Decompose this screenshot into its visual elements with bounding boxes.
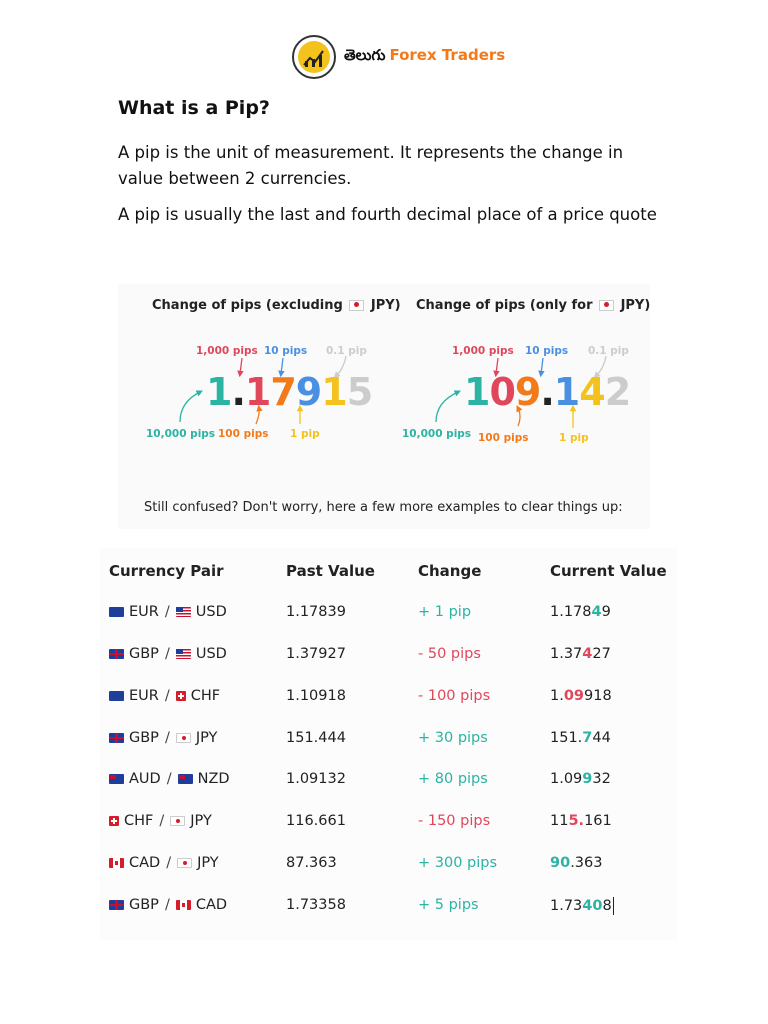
current-value-changed-digits: 5. [568,813,585,829]
current-value-suffix: 161 [584,813,612,829]
current-value-changed-digits: 90 [550,855,571,871]
base-currency: GBP [129,897,159,913]
brand-telugu-text: తెలుగు [344,46,386,64]
base-currency: EUR [129,604,159,620]
pip-digit: 1 [321,370,347,414]
pip-digit: 7 [270,370,296,414]
current-value-changed-digits: 4 [582,646,593,662]
current-value-prefix: 1.178 [550,604,592,620]
brand-header [292,32,505,82]
current-value-suffix: 27 [592,646,611,662]
label-100-pips: 100 pips [478,432,529,444]
past-value: 151.444 [286,730,346,746]
change-value: + 1 pip [418,604,472,620]
pair-separator: / [166,771,172,787]
ch-flag-icon [109,816,119,826]
pair-separator: / [164,604,170,620]
jp-flag-icon [176,733,191,743]
label-10000-pips: 10,000 pips [146,428,216,440]
pip-title-left-post: JPY) [370,298,401,313]
table-row [100,642,678,672]
base-currency: CAD [129,855,161,871]
pip-title-left-pre: Change of pips (excluding [152,298,343,313]
current-value-prefix: 11 [550,813,569,829]
base-currency: GBP [129,646,159,662]
au-flag-icon [109,774,124,784]
current-value-suffix: 32 [592,771,611,787]
change-value: - 150 pips [418,813,491,829]
change-value: + 5 pips [418,897,479,913]
past-value: 1.10918 [286,688,346,704]
current-value-prefix: 151. [550,730,583,746]
past-value: 87.363 [286,855,337,871]
ca-flag-icon [176,900,191,910]
quote-currency: CHF [190,688,221,704]
current-value [550,604,611,620]
eu-flag-icon [109,607,124,617]
current-value-suffix: .363 [570,855,603,871]
pair-separator: / [164,646,170,662]
currency-table [100,548,678,940]
pair-separator: / [164,688,170,704]
header-past-value: Past Value [286,562,375,580]
gb-flag-icon [109,900,124,910]
quote-currency: JPY [197,855,219,871]
jp-flag-icon [170,816,185,826]
us-flag-icon [176,649,191,659]
past-value: 1.17839 [286,604,346,620]
us-flag-icon [176,607,191,617]
pip-digit: 4 [579,370,605,414]
current-value-prefix: 1. [550,688,564,704]
currency-pair [109,604,227,620]
currency-pair [109,730,217,746]
quote-currency: NZD [197,771,230,787]
pip-digit: 1 [464,370,490,414]
quote-currency: USD [195,646,227,662]
current-value [550,897,614,915]
label-1-pip: 1 pip [290,428,320,440]
eu-flag-icon [109,691,124,701]
nz-flag-icon [178,774,193,784]
current-value-changed-digits: 40 [582,898,603,914]
table-row [100,600,678,630]
label-0-1-pip: 0.1 pip [326,345,367,357]
header-change: Change [418,562,482,580]
label-1000-pips: 1,000 pips [452,345,514,357]
pip-digit: 1 [206,370,232,414]
label-10-pips: 10 pips [525,345,569,357]
ca-flag-icon [109,858,124,868]
past-value: 116.661 [286,813,346,829]
pip-digit: 9 [295,370,322,414]
pip-price-right [464,370,630,414]
current-value-changed-digits: 7 [582,730,593,746]
currency-pair [109,855,219,871]
pip-digit: 0 [489,370,515,414]
label-1000-pips: 1,000 pips [196,345,258,357]
label-0-1-pip: 0.1 pip [588,345,629,357]
change-value: - 50 pips [418,646,481,662]
pip-diagram [118,284,650,529]
table-row [100,767,678,797]
table-row [100,809,678,839]
current-value-suffix: 9 [601,604,611,620]
base-currency: GBP [129,730,159,746]
page-title: What is a Pip? [118,97,270,119]
past-value: 1.73358 [286,897,346,913]
currency-pair [109,897,227,913]
ch-flag-icon [176,691,186,701]
current-value-changed-digits: 9 [582,771,593,787]
header-currency-pair: Currency Pair [109,562,224,580]
current-value-suffix: 8 [602,898,612,914]
change-value: + 300 pips [418,855,498,871]
current-value-suffix: 44 [592,730,611,746]
currency-pair [109,688,220,704]
pip-digit: . [540,370,554,414]
current-value-prefix: 1.73 [550,898,583,914]
header-current-value: Current Value [550,562,667,580]
current-value-changed-digits: 09 [563,688,585,704]
pip-title-right-pre: Change of pips (only for [416,298,593,313]
pip-price-left [206,370,372,414]
pip-digit: 9 [514,370,541,414]
current-value [550,646,611,662]
change-value: + 80 pips [418,771,488,787]
current-value [550,688,612,704]
pip-digit: . [231,370,245,414]
jp-flag-icon [177,858,192,868]
pip-digit: 1 [553,370,580,414]
label-10-pips: 10 pips [264,345,308,357]
pip-digit: 2 [604,370,631,414]
base-currency: EUR [129,688,159,704]
table-row [100,684,678,714]
past-value: 1.37927 [286,646,346,662]
label-1-pip: 1 pip [559,432,589,444]
current-value-prefix: 1.09 [550,771,583,787]
label-100-pips: 100 pips [218,428,269,440]
chart-icon [298,41,330,73]
current-value [550,730,611,746]
pip-note: Still confused? Don't worry, here a few more examples to clear things up: [144,500,623,515]
brand-title-text: Forex Traders [389,46,506,64]
pair-separator: / [166,855,172,871]
base-currency: CHF [124,813,154,829]
current-value-prefix: 1.37 [550,646,583,662]
quote-currency: JPY [190,813,212,829]
base-currency: AUD [129,771,161,787]
change-value: + 30 pips [418,730,488,746]
gb-flag-icon [109,649,124,659]
pip-digit: 1 [244,370,271,414]
intro-paragraph-2: A pip is usually the last and fourth decimal place of a price quote [118,205,657,224]
table-row [100,893,678,923]
current-value [550,813,612,829]
brand-name [344,46,505,68]
change-value: - 100 pips [418,688,491,704]
pair-separator: / [164,897,170,913]
table-row [100,726,678,756]
quote-currency: JPY [195,730,218,746]
quote-currency: USD [195,604,227,620]
current-value [550,771,611,787]
pip-title-right-post: JPY) [620,298,651,313]
current-value [550,855,602,871]
brand-logo [292,35,336,79]
intro-paragraph-1: A pip is the unit of measurement. It represents the change in value between 2 currencies. [118,143,624,188]
pip-digit: 5 [346,370,373,414]
current-value-changed-digits: 4 [591,604,602,620]
table-row [100,851,678,881]
label-10000-pips: 10,000 pips [402,428,472,440]
past-value: 1.09132 [286,771,346,787]
text-cursor [613,897,614,915]
current-value-suffix: 918 [584,688,612,704]
pair-separator: / [164,730,170,746]
currency-pair [109,646,227,662]
pair-separator: / [159,813,165,829]
gb-flag-icon [109,733,124,743]
currency-pair [109,771,230,787]
currency-pair [109,813,212,829]
quote-currency: CAD [195,897,228,913]
